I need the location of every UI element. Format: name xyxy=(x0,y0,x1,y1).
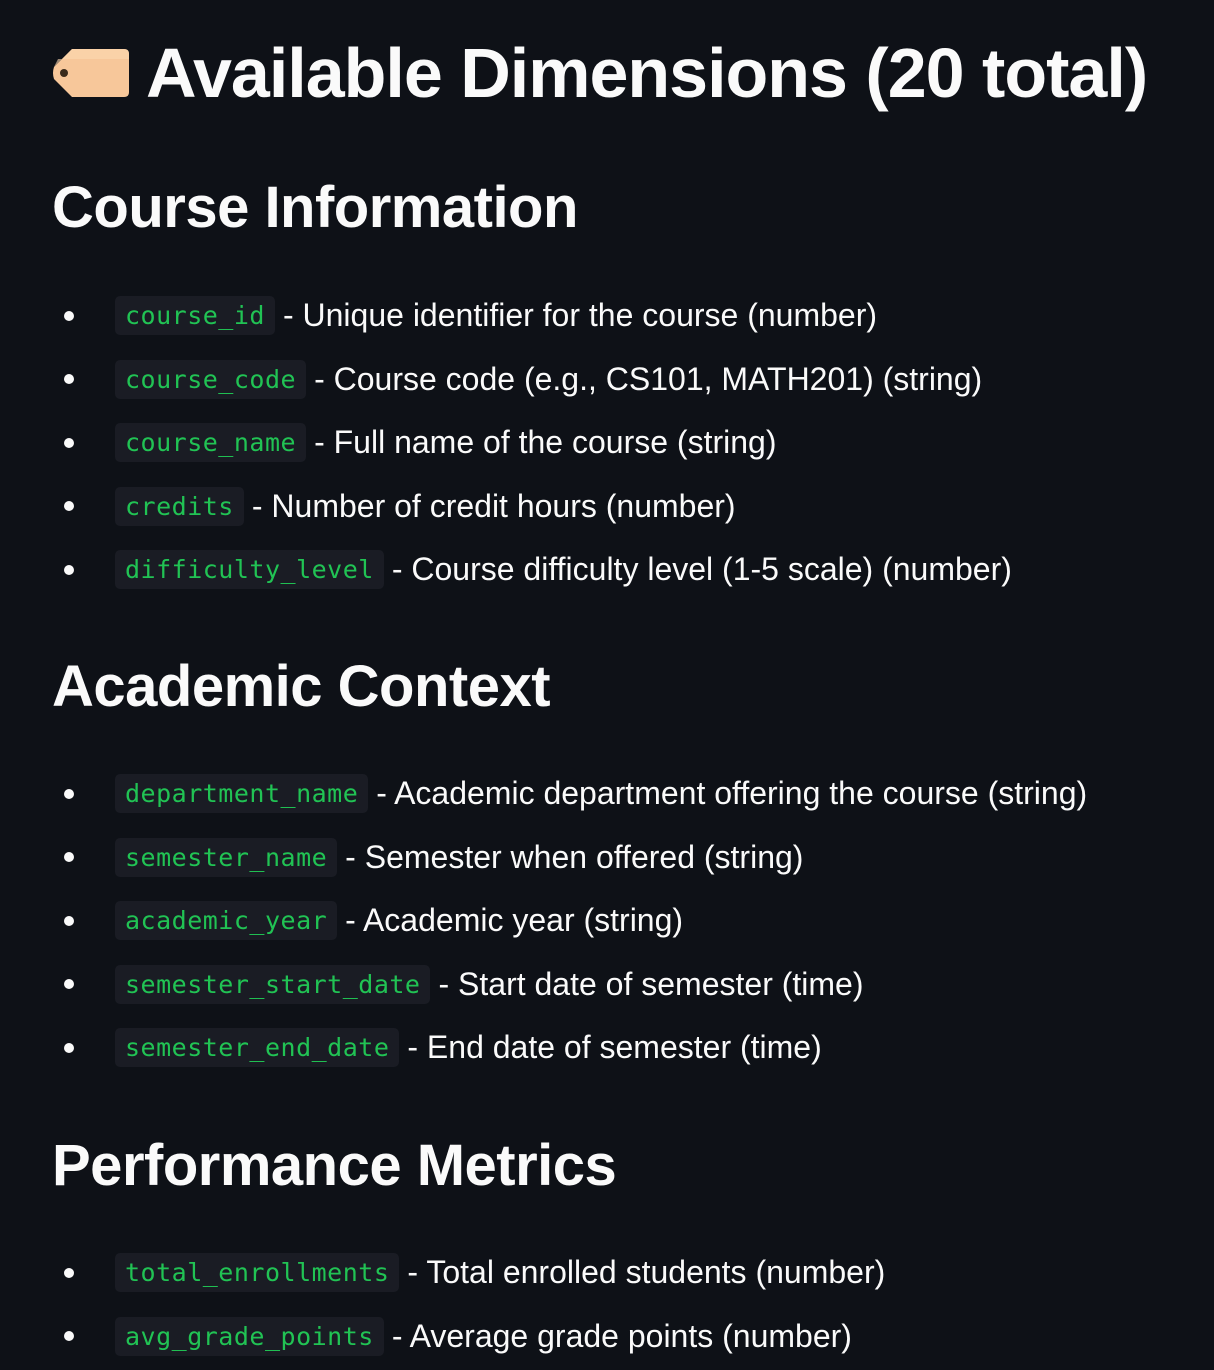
bullet-icon xyxy=(64,565,74,575)
bullet-icon xyxy=(64,311,74,321)
label-tag-icon xyxy=(52,47,130,99)
dimension-description: - Course difficulty level (1-5 scale) (number) xyxy=(391,551,1012,588)
bullet-icon xyxy=(64,916,74,926)
dimension-description: - Academic year (string) xyxy=(345,902,684,939)
bullet-icon xyxy=(64,1043,74,1053)
dimension-code: course_id xyxy=(115,296,275,335)
section-academic-context xyxy=(52,654,1202,1066)
dimension-description: - Full name of the course (string) xyxy=(314,424,777,461)
bullet-icon xyxy=(64,1331,74,1341)
dimension-description: - Academic department offering the course (string) xyxy=(376,775,1088,812)
list-item xyxy=(52,1305,885,1369)
bullet-icon xyxy=(64,374,74,384)
dimension-code: avg_grade_points xyxy=(115,1317,384,1356)
dimension-code: semester_name xyxy=(115,838,337,877)
list-item xyxy=(52,348,1012,412)
bullet-icon xyxy=(64,852,74,862)
list-item xyxy=(52,889,1087,953)
bullet-icon xyxy=(64,979,74,989)
dimension-description: - Semester when offered (string) xyxy=(345,838,804,875)
bullet-icon xyxy=(64,501,74,511)
list-item xyxy=(52,284,1012,348)
list-item xyxy=(52,1016,1087,1080)
list-item xyxy=(52,953,1087,1017)
dimension-description: - Unique identifier for the course (number) xyxy=(282,297,878,334)
section-course-information xyxy=(52,175,1202,588)
dimension-description: - Total enrolled students (number) xyxy=(407,1254,886,1291)
dimension-description: - Number of credit hours (number) xyxy=(251,487,736,524)
section-performance-metrics xyxy=(52,1133,1202,1354)
dimension-code: semester_end_date xyxy=(115,1028,399,1067)
list-item xyxy=(52,475,1012,539)
list-item xyxy=(52,826,1087,890)
list-item xyxy=(52,411,1012,475)
dimension-code: course_name xyxy=(115,423,306,462)
dimension-list xyxy=(52,284,1012,602)
list-item xyxy=(52,762,1087,826)
bullet-icon xyxy=(64,1268,74,1278)
dimension-description: - Start date of semester (time) xyxy=(438,965,864,1002)
section-heading: Course Information xyxy=(52,175,578,240)
dimension-code: difficulty_level xyxy=(115,550,384,589)
list-item xyxy=(52,538,1012,602)
bullet-icon xyxy=(64,438,74,448)
dimension-code: department_name xyxy=(115,774,368,813)
bullet-icon xyxy=(64,789,74,799)
page-title: Available Dimensions (20 total) xyxy=(146,34,1148,112)
list-item xyxy=(52,1241,885,1305)
section-heading: Performance Metrics xyxy=(52,1133,617,1198)
title-row xyxy=(52,28,1147,118)
dimension-code: course_code xyxy=(115,360,306,399)
section-heading: Academic Context xyxy=(52,654,551,719)
dimension-code: semester_start_date xyxy=(115,965,430,1004)
dimension-list xyxy=(52,1241,885,1368)
dimension-list xyxy=(52,762,1087,1080)
dimension-description: - Average grade points (number) xyxy=(391,1317,852,1354)
dimension-code: credits xyxy=(115,487,244,526)
dimension-description: - End date of semester (time) xyxy=(407,1029,822,1066)
dimension-code: total_enrollments xyxy=(115,1253,399,1292)
dimension-code: academic_year xyxy=(115,901,337,940)
dimension-description: - Course code (e.g., CS101, MATH201) (string) xyxy=(314,360,983,397)
